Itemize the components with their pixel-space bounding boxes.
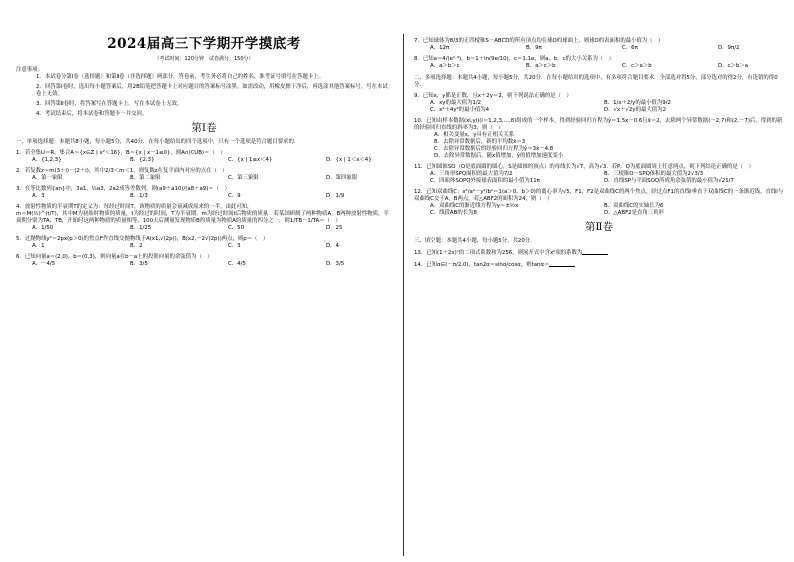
answer-blank — [549, 261, 575, 267]
option: B．双曲线C的实轴长为6 — [604, 203, 664, 209]
option: B．1/25 — [130, 225, 152, 231]
option: D．{x | 1＜x＜4} — [326, 157, 372, 163]
notice-item: 2．回答第Ⅰ卷时，选出每小题答案后，用2B铅笔把答题卡上对应题目的答案标号涂黑。如需改动，用橡皮擦干净后，再选涂其他答案标号。写在本试卷上无效。 — [36, 84, 388, 97]
option: C．c＞a＞b — [622, 63, 652, 69]
option: B．第二象限 — [130, 175, 161, 181]
option: C．线段AB的长为8 — [430, 210, 477, 216]
part2-intro: 二、多项选择题：本题共4小题，每小题5分，共20分．在每小题给出的选项中，有多项符合题目要求．全部选对得5分，部分选对的得2分，有选错的得0分． — [414, 75, 778, 88]
question-5-options — [16, 243, 392, 250]
question-4-line2: m＝M(½)^(t/T)，其中M为初始时物质的质量，t为经过的时间，T为半衰期，m为经过时间t后物质的质量．若某国研制了两种物质A，B两种放射性物质，半衰期分别为TA，TB，开始时这两种物质的质量相等，100天后测量发现物质B的质量为物质A的质量的四分之一，则1/TB－1/TA＝（ ） — [16, 211, 389, 224]
option: B．3/5 — [130, 261, 148, 267]
question-12: 12．已知双曲线C：x²/a²－y²/b²＝1(a＞0，b＞0)的离心率为√5，F1，F2是双曲线C的两个焦点，经过点F1的直线l垂直于双曲线C的一条渐近线，直线l与双曲线C交于A，B两点，若△ABF2的面积为24，则（ ） — [414, 189, 784, 202]
option: A．1/50 — [32, 225, 54, 231]
option: D．9π/2 — [718, 45, 740, 51]
question-7: 7．已知球体为8/3的正四棱锥S－ABCD的所有顶点均在球O的球面上，则球O的表面积的最小值为（ ） — [414, 38, 664, 44]
question-7-options — [414, 45, 784, 52]
left-column — [16, 36, 392, 268]
option: D．√x＋√2y的最大值为2 — [604, 107, 666, 113]
section-heading-2: 第Ⅱ卷 — [584, 221, 614, 233]
option: C．第三象限 — [228, 175, 259, 181]
option: B．1/x＋2/y的最小值为9/2 — [604, 100, 671, 106]
option: C．x²＋4y²的最小值为4 — [430, 107, 490, 113]
option: D．3/5 — [326, 261, 345, 267]
option: A．相关变量x，y具有正相关关系 — [434, 132, 515, 138]
question-1: 1．若全集U＝R，集合A＝{x∈Z | x²＜16}，B＝{x | x－1≤0}，则A∩(∁UB)＝（ ） — [16, 150, 226, 156]
option: A．3 — [32, 193, 45, 199]
question-1-options — [16, 157, 392, 164]
option: A．三角形SPQ面积的最大值为7/2 — [430, 171, 513, 177]
option: A．xy的最大值为1/2 — [430, 100, 482, 106]
option: A．第一象限 — [32, 175, 63, 181]
option: D．c＞b＞a — [718, 63, 749, 69]
option: D．4 — [326, 243, 339, 249]
option: A．a＞b＞c — [430, 63, 460, 69]
question-12-options — [414, 203, 784, 217]
option: B．2 — [130, 243, 143, 249]
option: C．{x | 1≤x＜4} — [228, 157, 273, 163]
question-13 — [414, 249, 784, 257]
option: C．3 — [228, 243, 241, 249]
question-4-line1: 4．放射性物质的半衰期T的定义为：每经过时间T，该物质的质量会衰减成原来的一半，由此可知， — [16, 204, 253, 210]
option: B．9π — [526, 45, 542, 51]
option: A．12π — [430, 45, 450, 51]
option: D．直线SP与平面SOQ所成角余弦值的最小值为√21/7 — [604, 178, 734, 184]
question-4-options — [16, 225, 392, 232]
option: D．25 — [326, 225, 343, 231]
question-3-options — [16, 193, 392, 200]
question-2-options — [16, 175, 392, 182]
option: C．50 — [228, 225, 245, 231]
paper-meta: （考试时间：120分钟 试卷满分：150分） — [154, 56, 254, 62]
right-column — [414, 38, 784, 269]
question-14 — [414, 261, 784, 269]
question-8: 8．已知a＝4/(e⁰·⁹)，b＝1＋ln(9e/10)，c＝1.1e，则a，b，c的大小关系为（ ） — [414, 56, 615, 62]
option: C．4/5 — [228, 261, 246, 267]
option: D．去除异常数据后，随x值增加，ŷ的值增加速度变小 — [434, 153, 564, 159]
option: A．{1,2,3} — [32, 157, 62, 163]
question-9: 9．已知x，y都是正数，且x＋2y＝2，则下列说法正确的是（ ） — [414, 93, 572, 99]
paper-title: 2024届高三下学期开学摸底考 — [107, 36, 301, 52]
question-6-options — [16, 261, 392, 268]
question-11: 11．已知圆锥SO（O是底面圆的圆心，S是圆锥的顶点）的母线长为√7，高为√3．若P、Q为底面圆周上任意两点，则下列结论正确的是（ ） — [414, 164, 754, 170]
option: A．双曲线C的渐近线方程为y＝±½x — [430, 203, 519, 209]
section-heading-1: 第Ⅰ卷 — [191, 122, 217, 134]
notice-item: 1．本试卷分第Ⅰ卷（选择题）和第Ⅱ卷（非选择题）两部分。答卷前，考生务必将自己的姓名、准考证号填写在答题卡上。 — [36, 74, 324, 80]
part3-intro: 三、填空题：本题共4小题，每小题5分，共20分． — [414, 238, 536, 244]
notice-item: 4．考试结束后，将本试卷和答题卡一并交回。 — [36, 111, 148, 117]
option: A．1 — [32, 243, 45, 249]
option: B．{2,3} — [130, 157, 155, 163]
notice-heading: 注意事项： — [16, 67, 43, 73]
option: D．△ABF2是直角三角形 — [604, 210, 664, 216]
question-9-options — [414, 100, 784, 114]
option: C．去除异常数据后的经验回归方程为ŷ＝3x－4.8 — [434, 146, 554, 152]
answer-blank — [582, 249, 608, 255]
option: A．－4/5 — [32, 261, 56, 267]
option: B．a＞c＞b — [526, 63, 556, 69]
question-5: 5．过抛物线y²＝2px(p＞0)的焦点F作直线交抛物线于A(x1,√(2p))，B(x2,－2√(2p))两点，则p＝（ ） — [16, 236, 269, 242]
option: C．四面体SOPQ外接球表面积的最小值为11π — [430, 178, 540, 184]
question-11-options — [414, 171, 784, 185]
option: B．去除异常数据后，新的平均数x̄＝3 — [434, 139, 526, 145]
option: D．1/9 — [326, 193, 345, 199]
notice-item: 3．回答第Ⅱ卷时，将答案写在答题卡上。写在本试卷上无效。 — [36, 101, 183, 107]
option: C．9 — [228, 193, 241, 199]
column-divider — [403, 34, 404, 556]
part1-intro: 一、单项选择题：本题共8小题，每小题5分，共40分．在每小题给出的四个选项中，只有一个选项是符合题目要求的． — [16, 139, 300, 145]
question-3: 3．在等比数列{an}中，3a1，½a3，2a2成等差数列，则(a9＋a10)/(a8＋a9)＝（ ） — [16, 186, 230, 192]
option: B．1/3 — [130, 193, 148, 199]
question-13-text: 13．已知(1＋2x)ⁿ的二项式系数和为256，则展开式中含x²项的系数为 — [414, 250, 583, 256]
question-8-options — [414, 63, 784, 70]
question-6: 6．已知向量a＝(2,0)，b＝(0,3)，则向量a在b－a上的投影向量的余弦值为（ ） — [16, 254, 213, 260]
option: D．第四象限 — [326, 175, 358, 181]
option: B．三棱锥O－SPQ体积的最大值为2√3/3 — [604, 171, 704, 177]
question-14-text: 14．已知α∈(－π/2,0)，tan2α＝sinα/cosα，则tanα＝ — [414, 262, 550, 268]
question-2: 2．若复数z＝m(3＋i)－(2＋i)，其中2/3＜m＜1，则复数z在复平面内对应的点在（ ） — [16, 168, 228, 174]
question-10: 10．已知由样本数据(xi,yi)(i＝1,2,3,…,8)组成的一个样本，得到经验回归方程为ŷ＝1.5x－0.6且x̄＝2，去除两个异常数据(－2,7)和(2,－7)后，得到的新的经验回归直线的斜率为3，则（ ） — [414, 118, 783, 131]
option: C．6π — [622, 45, 638, 51]
